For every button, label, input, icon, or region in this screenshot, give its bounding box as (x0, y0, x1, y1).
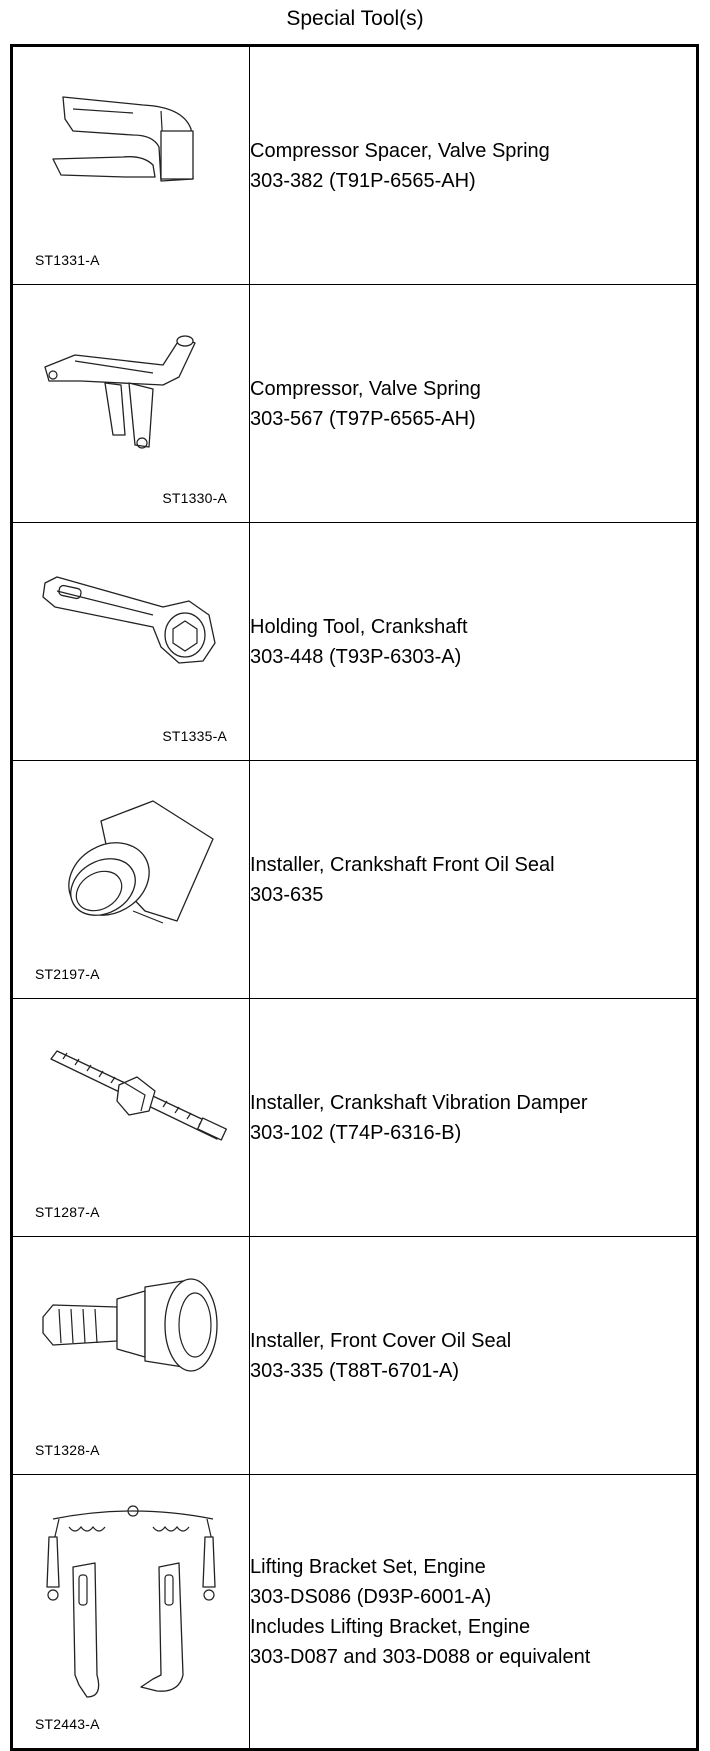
special-tools-table (10, 44, 699, 1751)
tool-description (250, 999, 698, 1237)
tool-name: Lifting Bracket Set, Engine (250, 1555, 486, 1578)
oil-seal-installer-icon (13, 761, 249, 998)
table-row (12, 761, 698, 999)
tool-number: 303-DS086 (D93P-6001-A) (250, 1585, 492, 1608)
tool-image-cell (12, 46, 250, 285)
tool-description (250, 761, 698, 999)
table-row (12, 999, 698, 1237)
tool-image-code: ST1335-A (162, 728, 227, 744)
tool-number: 303-635 (250, 883, 324, 906)
tool-image-code: ST1328-A (35, 1442, 100, 1458)
tool-description (250, 1237, 698, 1475)
tool-number: 303-567 (T97P-6565-AH) (250, 407, 476, 430)
tool-number: 303-102 (T74P-6316-B) (250, 1121, 462, 1144)
table-row (12, 46, 698, 285)
tool-description (250, 285, 698, 523)
tool-image-cell (12, 999, 250, 1237)
table-row (12, 285, 698, 523)
tool-description (250, 46, 698, 285)
tool-image-code: ST2443-A (35, 1716, 100, 1732)
tool-image-cell (12, 761, 250, 999)
table-row (12, 1237, 698, 1475)
front-cover-seal-installer-icon (13, 1237, 249, 1474)
tool-name: Installer, Crankshaft Vibration Damper (250, 1091, 588, 1114)
tool-name: Installer, Front Cover Oil Seal (250, 1329, 512, 1352)
tool-image-code: ST2197-A (35, 966, 100, 982)
tool-image-cell (12, 1237, 250, 1475)
tool-name: Holding Tool, Crankshaft (250, 615, 468, 638)
table-row (12, 523, 698, 761)
tool-image-cell (12, 1475, 250, 1750)
lifting-bracket-set-icon (13, 1475, 249, 1748)
table-row (12, 1475, 698, 1750)
compressor-spacer-icon (13, 47, 249, 284)
tool-number: 303-382 (T91P-6565-AH) (250, 169, 476, 192)
tool-image-cell (12, 285, 250, 523)
vibration-damper-installer-icon (13, 999, 249, 1236)
crankshaft-holding-tool-icon (13, 523, 249, 760)
tool-name: Compressor Spacer, Valve Spring (250, 139, 550, 162)
valve-spring-compressor-icon (13, 285, 249, 522)
tool-image-code: ST1330-A (162, 490, 227, 506)
tool-image-code: ST1287-A (35, 1204, 100, 1220)
tool-image-cell (12, 523, 250, 761)
tool-name: Compressor, Valve Spring (250, 377, 481, 400)
tool-description (250, 1475, 698, 1750)
tool-includes-numbers: 303-D087 and 303-D088 or equivalent (250, 1645, 591, 1668)
tool-includes: Includes Lifting Bracket, Engine (250, 1615, 531, 1638)
tool-description (250, 523, 698, 761)
tool-number: 303-448 (T93P-6303-A) (250, 645, 462, 668)
tool-number: 303-335 (T88T-6701-A) (250, 1359, 460, 1382)
tool-image-code: ST1331-A (35, 252, 100, 268)
page-title: Special Tool(s) (286, 7, 424, 30)
tool-name: Installer, Crankshaft Front Oil Seal (250, 853, 555, 876)
